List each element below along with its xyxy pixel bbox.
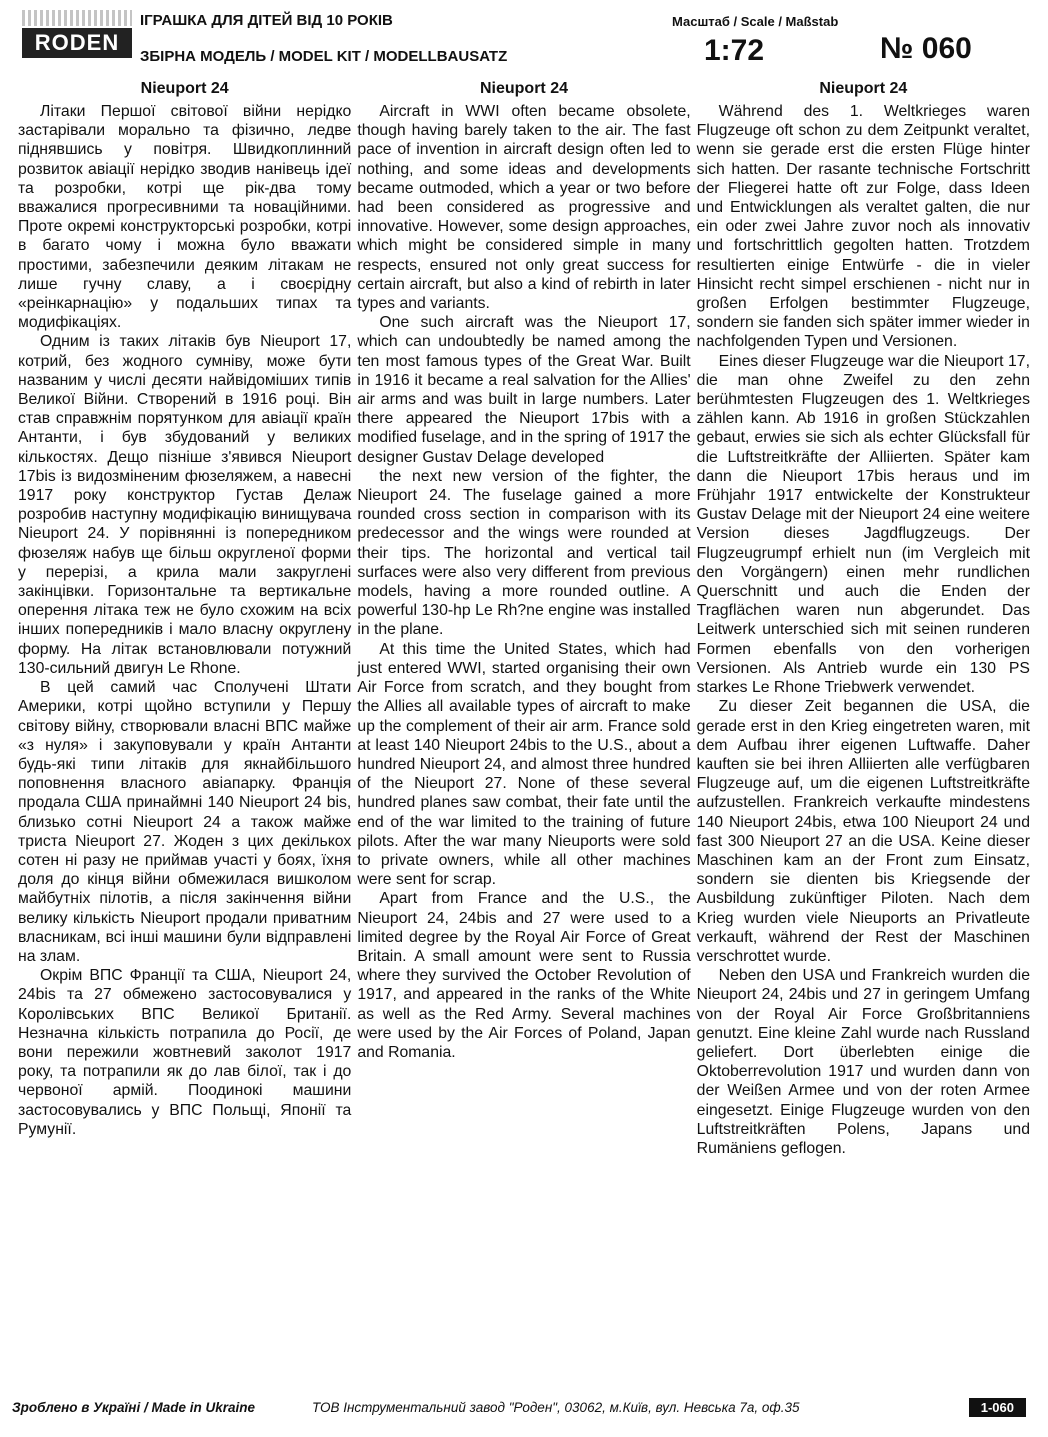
column-title: Nieuport 24: [819, 80, 908, 97]
scale-value: 1:72: [704, 34, 765, 67]
header: [0, 0, 1048, 78]
company-address: ТОВ Інструментальний завод "Роден", 03062, м.Київ, вул. Невська 7а, оф.35: [312, 1400, 800, 1415]
kit-line: ЗБІРНА МОДЕЛЬ / MODEL KIT / MODELLBAUSATZ: [140, 48, 508, 65]
column-english: [357, 80, 690, 1392]
paragraph: Zu dieser Zeit begannen die USA, die gerade erst in den Krieg eingetreten waren, mit dem Aufbau ihrer eigenen Luftwaffe. Daher kauften sie bei ihren Alliierten alle verfügbaren Flugzeuge auf, um die eigenen Luftstreitkräfte aufzustellen. Frankreich verkaufte mindestens 140 Nieuport 24bis, etwa 100 Nieuport 24 und fast 300 Nieuport 27 an die USA. Keine dieser Maschinen kam an der Front zum Einsatz, sondern sie dienten bis Kriegsende der Ausbildung zukünftiger Piloten. Nach dem Krieg wurden viele Nieuports an Privatleute verkauft, während der Rest der Maschinen verschrottet wurde.: [696, 698, 1030, 965]
age-line: ІГРАШКА ДЛЯ ДІТЕЙ ВІД 10 РОКІВ: [140, 12, 393, 29]
paragraph: Neben den USA und Frankreich wurden die Nieuport 24, 24bis und 27 in geringem Umfang von der Royal Air Force Großbritanniens genutzt. Eine kleine Zahl wurde nach Russland geliefert. Dort überlebten einige die Oktoberrevolution 1917 und wurden dann von der Weißen Armee und von der roten Armee eingesetzt. Einige Flugzeuge wurden von den Luftstreitkräften Polens, Japans und Rumäniens geflogen.: [696, 967, 1030, 1157]
paragraph: Während des 1. Weltkrieges waren Flugzeuge oft schon zu dem Zeitpunkt veraltet, wenn sie gerade erst die ersten Flüge hinter sich hatten. Der rasante technische Fortschritt der Fliegerei hatte oft zur Folge, dass Ideen und Entwicklungen als veraltet galten, die nur ein oder zwei Jahre zuvor noch als innovativ und fortschrittlich gegolten hatten. Trotzdem resultierten einige Entwürfe - die in vieler Hinsicht recht simpel erschienen - nicht nur in großen Erfolgen bestimmter Flugzeuge, sondern sie fanden sich später immer wieder in nachfolgenden Typen und Versionen.: [696, 103, 1030, 351]
paragraph: Apart from France and the U.S., the Nieuport 24, 24bis and 27 were used to a limited degree by the Royal Air Force of Great Britain. A small amount were sent to Russia where they survived the October Revolution of 1917, and appeared in the ranks of the White as well as the Red Army. Several machines were used by the Air Forces of Poland, Japan and Romania.: [357, 890, 691, 1061]
scale-label: Масштаб / Scale / Maßstab: [672, 14, 839, 29]
page-code-badge: 1-060: [969, 1398, 1026, 1417]
logo-pattern: [22, 10, 132, 26]
paragraph: At this time the United States, which had just entered WWI, started organising their own Air Force from scratch, and they bought from the Allies all available types of aircraft to make up the complement of their air arm. France sold at least 140 Nieuport 24bis to the U.S., about a hundred Nieuport 24, and almost three hundred of the Nieuport 27. None of these several hundred planes saw combat, their fate until the end of the war limited to the training of future pilots. After the war many Nieuports were sold to private owners, while all other machines were sent for scrap.: [357, 640, 691, 889]
footer: [12, 1396, 1036, 1420]
column-title: Nieuport 24: [140, 80, 229, 97]
paragraph: Окрім ВПС Франції та США, Nieuport 24, 24bis та 27 обмежено застосовувалися у Королівських ВПС Великої Британії. Незначна кількість потрапила до Росії, де вони пережили жовтневий заколот 1917 року, та потрапили як до лав білої, так і до червоної армій. Поодинокі машини застосовувались у ВПС Польщі, Японії та Румунії.: [18, 967, 352, 1138]
paragraph: В цей самий час Сполучені Штати Америки, котрі щойно вступили у Першу світову війну, створювали власні ВПС майже «з нуля» і закуповували у країн Антанти будь-які типи літаків для якнайбільшого поповнення власного авіапарку. Франція продала США принаймні 140 Nieuport 24 bis, близько сотні Nieuport 24 а також майже триста Nieuport 27. Жоден з цих декількох сотен ні разу не приймав участі у боях, їхня доля до кінця війни обмежилася вишколом майбутніх пілотів, а після закінчення війни велику кількість Nieuport продали приватним власникам, всі інші машини були відправлені на злам.: [18, 679, 352, 965]
paragraph: Aircraft in WWI often became obsolete, though having barely taken to the air. The fast pace of invention in aircraft design often led to nothing, and some ideas and developments became outmoded, which a year or two before had been considered as progressive and innovative. However, some design approaches, which might be considered simple in many respects, ensured not only great success for certain aircraft, but also a kind of rebirth in later types and variants.: [357, 103, 691, 313]
paragraph: Літаки Першої світової війни нерідко застарівали морально та фізично, ледве піднявшись у повітря. Швидкоплинний розвиток авіації нерідко зводив нанівець ідеї та розробки, котрі ще рік-два тому вважалися прогресивними та новаційними. Проте окремі конструкторські розробки, котрі в багато чому і можна було вважати простими, забезпечили деяким літакам не лише гучну славу, а і своєрідну «реінкарнацію» у подальших типах та модифікаціях.: [18, 103, 352, 332]
column-title: Nieuport 24: [479, 80, 568, 97]
made-in-label: Зроблено в Україні / Made in Ukraine: [12, 1400, 255, 1415]
paragraph: Eines dieser Flugzeuge war die Nieuport 17, die man ohne Zweifel zu den zehn berühmtesten Flugzeugen des 1. Weltkrieges zählen kann. Ab 1916 in großen Stückzahlen gebaut, erwies sie sich als echter Glücksfall für die Luftstreitkräfte der Alliierten. Später kam dann die Nieuport 17bis heraus und im Frühjahr 1917 entwickelte der Konstrukteur Gustav Delage mit der Nieuport 24 eine weitere Version dieses Jagdflugzeugs. Der Flugzeugrumpf erhielt nun (im Vergleich mit den Vorgängern) einen mehr rundlichen Querschnitt und auch die Enden der Tragflächen waren nun abgerundet. Das Leitwerk unterschied sich mit seinen runderen Formen ebenfalls von den vorherigen Versionen. Als Antrieb wurde ein 130 PS starkes Le Rhone Triebwerk verwendet.: [696, 352, 1030, 697]
paragraph: Одним із таких літаків був Nieuport 17, котрий, без жодного сумніву, може бути названим у числі десяти найвідоміших типів Великої Війни. Створений в 1916 році. Він став справжнім порятунком для авіації країн Антанти, і був збудований у великих кількостях. Дещо пізніше з'явився Nieuport 17bis із видозміненим фюзеляжем, а навесні 1917 року конструктор Густав Делаж розробив наступну модифікацію винищувача Nieuport 24. У порівнянні із попередником фюзеляж набув ще більш округленої форми у перерізі, а крила мали закруглені закінцівки. Горизонтальне та вертикальне оперення літака теж не було схожим на всіх інших попередників і мало власну округлену форму. На літак встановлювали потужний 130-сильний двигун Le Rhone.: [18, 333, 352, 677]
kit-number: № 060: [880, 32, 972, 65]
paragraph: One such aircraft was the Nieuport 17, which can undoubtedly be named among the ten most famous types of the Great War. Built in 1916 it became a real salvation for the Allies' air arms and was built in large numbers. Later there appeared the Nieuport 17bis with a modified fuselage, and in the spring of 1917 the designer Gustav Delage developed: [357, 314, 691, 466]
paragraph: the next new version of the fighter, the Nieuport 24. The fuselage gained a more rounded cross section in comparison with its predecessor and the wings were rounded at their tips. The horizontal and vertical tail surfaces were also very different from previous models, having a more rounded outline. A powerful 130-hp Le Rh?ne engine was installed in the plane.: [357, 467, 691, 639]
roden-logo: RODEN: [22, 28, 132, 58]
column-ukrainian: [18, 80, 351, 1392]
column-german: [697, 80, 1030, 1392]
text-columns: [18, 80, 1030, 1392]
